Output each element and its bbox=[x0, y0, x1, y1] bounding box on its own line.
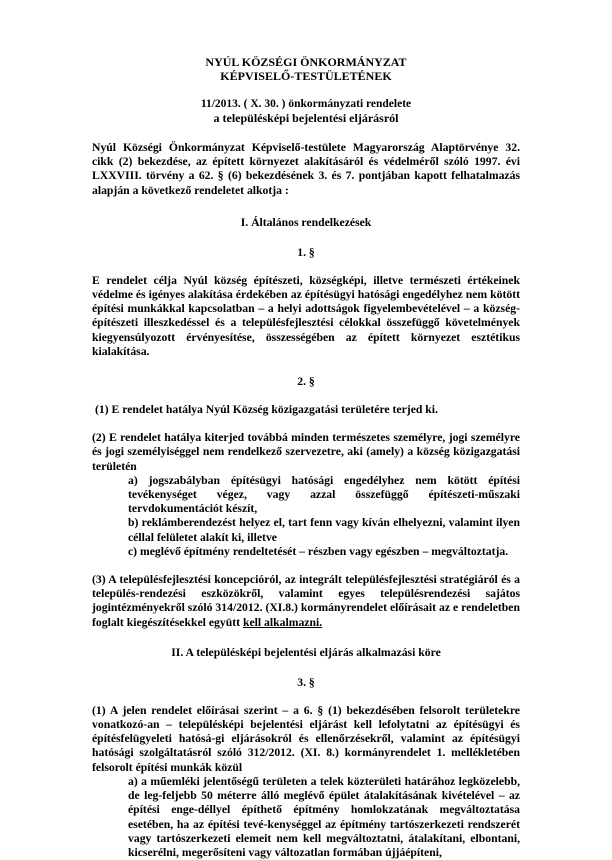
list-item: c) meglévő építmény rendeltetését – részben vagy egészben – megváltoztatja. bbox=[128, 544, 509, 558]
chapter-1-title: I. Általános rendelkezések bbox=[240, 215, 372, 229]
section-2-para-3-text: (3) A településfejlesztési koncepcióról, az integrált településfejlesztési stratégiáról és a település-rendezési eszközökről, valamint egyes településrendezési sajátos jogintézményekről szóló 314/2012. (XI.8.) kormányrendelet előírásait az e rendeletben foglalt kiegészítésekkel együtt bbox=[92, 573, 520, 629]
section-2-para-2: (2) E rendelet hatálya kiterjed továbbá minden természetes személyre, jogi személyre és jogi személyiséggel nem rendelkező szervezetre, aki (amely) a község közigazgatási területén bbox=[92, 431, 520, 473]
section-2-number: 2. § bbox=[297, 375, 315, 389]
issuer-line-1: NYÚL KÖZSÉGI ÖNKORMÁNYZAT bbox=[205, 55, 407, 69]
section-2-list bbox=[92, 474, 520, 559]
section-3-list bbox=[92, 775, 520, 860]
preamble: Nyúl Községi Önkormányzat Képviselő-testülete Magyarország Alaptörvénye 32. cikk (2) bekezdése, az épített környezet alakításáról és védelméről szóló 1997. évi LXXVIII. törvény a 62. § (6) bekezdésének 3. és 7. pontjában kapott felhatalmazás alapján a következő rendeletet alkotja : bbox=[92, 141, 520, 197]
section-3-number: 3. § bbox=[297, 675, 315, 689]
list-item: a) jogszabályban építésügyi hatósági engedélyhez nem kötött építési tevékenységet végez, vagy azzal összefüggő építészeti-műszaki tervdokumentációt készít, bbox=[128, 473, 520, 516]
chapter-2-title: II. A településképi bejelentési eljárás alkalmazási köre bbox=[171, 645, 441, 659]
section-1-number: 1. § bbox=[297, 245, 315, 259]
decree-number: 11/2013. ( X. 30. ) önkormányzati rendelete bbox=[200, 98, 412, 110]
list-item: a) a műemléki jelentőségű területen a telek közterületi határához legközelebb, de leg-feljebb 50 méterre álló meglévő épület átalakításának kivételével – az építési enge-déllyel építhető építmény homlokzatának megváltoztatása esetében, ha az építési tevé-kenységgel az építmény tartószerkezeti rendszerét vagy tartószerkezeti elemeit nem kell megváltoztatni, átalakítani, elbontani, kicserélni, megerősíteni vagy változatlan formában újjáépíteni, bbox=[128, 774, 520, 859]
section-3-para-1: (1) A jelen rendelet előírásai szerint – a 6. § (1) bekezdésében felsorolt területekre vonatkozó-an – településképi bejelentési eljárást kell lefolytatni az építésügyi és építésfelügyeleti hatósá-gi eljárásokról és ellenőrzésekről, valamint az építésügyi hatósági szolgáltatásról szóló 312/2012. (XI. 8.) kormányrendelet 1. mellékletében felsorolt építési munkák közül bbox=[92, 703, 520, 774]
section-2-para-3 bbox=[92, 573, 520, 630]
decree-title: a településképi bejelentési eljárásról bbox=[213, 111, 399, 125]
section-2-para-3-tail: kell alkalmazni. bbox=[242, 615, 323, 629]
section-2-para-1: (1) E rendelet hatálya Nyúl Község közigazgatási területére terjed ki. bbox=[95, 403, 438, 417]
section-1-text: E rendelet célja Nyúl község építészeti, községképi, illetve természeti értékeinek védelme és igényes alakítása érdekében az építésügyi hatósági engedélyhez nem kötött építési munkákkal kapcsolatban – a helyi adottságok figyelembevételével – a község-építészeti illeszkedéssel és a településfejlesztési célokkal összefüggő követelmények kiegyensúlyozott érvényesítése, összességében az épített környezet esztétikus kialakítása. bbox=[92, 273, 520, 358]
document-page bbox=[92, 55, 520, 860]
list-item: b) reklámberendezést helyez el, tart fenn vagy kíván elhelyezni, valamint ilyen céllal felületet alakít ki, illetve bbox=[128, 516, 520, 544]
issuer-line-2: KÉPVISELŐ-TESTÜLETÉNEK bbox=[220, 69, 392, 83]
